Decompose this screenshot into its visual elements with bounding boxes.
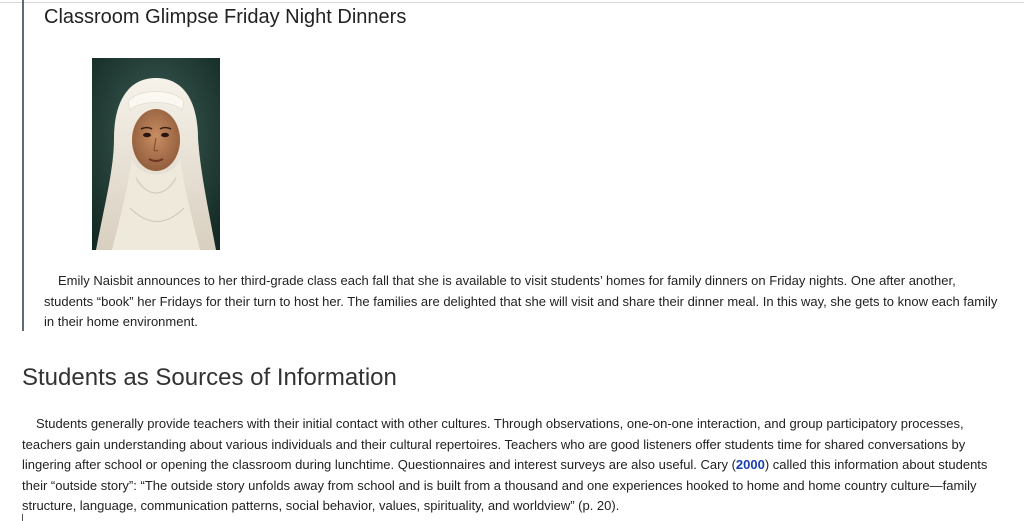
student-portrait-image (92, 58, 220, 250)
callout-title: Classroom Glimpse Friday Night Dinners (44, 6, 407, 28)
section-paragraph (22, 414, 1007, 517)
citation-link-2000[interactable]: 2000 (735, 457, 765, 472)
callout-paragraph: Emily Naisbit announces to her third-grade class each fall that she is available to visit students’ homes for family dinners on Friday nights. One after another, students “book” her Fridays for their turn to host her. The families are delighted that she will visit and share their dinner meal. In this way, she gets to know each family in their home environment. (44, 273, 998, 329)
section-heading: Students as Sources of Information (22, 364, 397, 391)
paragraph-text-start: Students generally provide teachers with their initial contact with other cultures. Through observations, one-on-one interaction, and group participatory processes, teachers gain understanding about various individuals and their cultural repertoires. Teachers who are good listeners offer students time for shared conversations by lingering after school or opening the classroom during lunchtime. Questionnaires and interest surveys are also useful. Cary ( (22, 416, 966, 472)
classroom-glimpse-box (22, 0, 1014, 331)
left-margin-marker (22, 514, 23, 521)
paragraph-text-end: ) called this information about students their “outside story”: “The outside story unfolds away from school and is built from a thousand and one experiences hooked to home and home country culture—family structure, language, communication patterns, social behavior, values, spirituality, and worldview” (p. 20). (22, 457, 988, 513)
